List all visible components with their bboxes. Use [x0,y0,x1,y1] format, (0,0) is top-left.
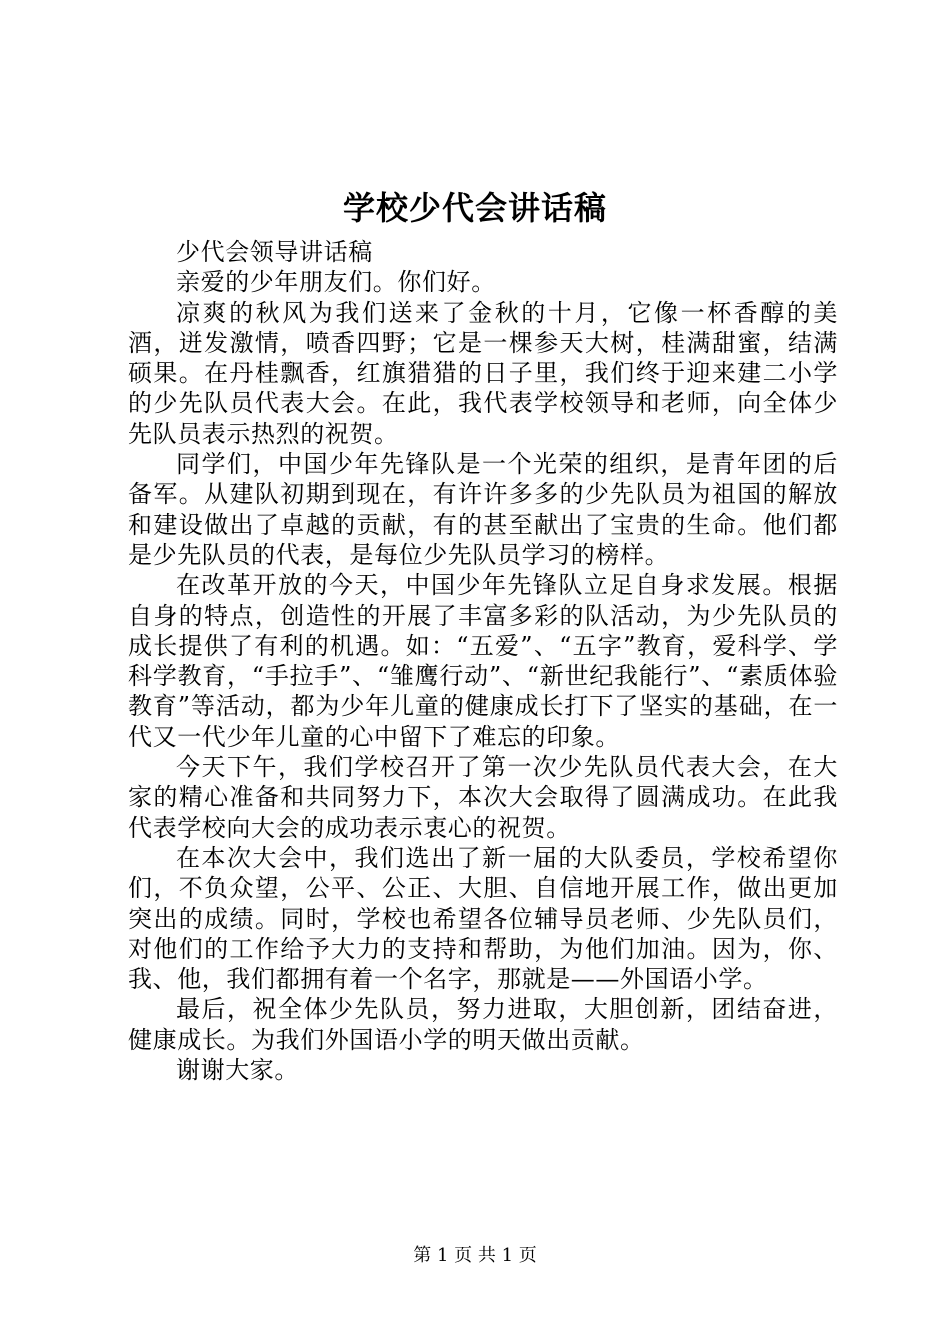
paragraph: 在改革开放的今天，中国少年先锋队立足自身求发展。根据自身的特点，创造性的开展了丰富多彩的队活动，为少先队员的成长提供了有利的机遇。如：“五爱”、“五字”教育，爱科学、学科学教育，“手拉手”、“雏鹰行动”、“新世纪我能行”、“素质体验教育”等活动，都为少年儿童的健康成长打下了坚实的基础，在一代又一代少年儿童的心中留下了难忘的印象。 [128,571,838,751]
document-title: 学校少代会讲话稿 [342,189,607,227]
paragraph: 最后，祝全体少先队员，努力进取，大胆创新，团结奋进，健康成长。为我们外国语小学的明天做出贡献。 [128,995,838,1054]
document-body [128,237,838,1085]
page-footer: 第 1 页 共 1 页 [413,1245,537,1266]
paragraph: 凉爽的秋风为我们送来了金秋的十月，它像一杯香醇的美酒，迸发激情，喷香四野；它是一棵参天大树，桂满甜蜜，结满硕果。在丹桂飘香，红旗猎猎的日子里，我们终于迎来建二小学的少先队员代表大会。在此，我代表学校领导和老师，向全体少先队员表示热烈的祝贺。 [128,298,838,448]
paragraph-closing: 谢谢大家。 [176,1056,299,1085]
paragraph: 同学们，中国少年先锋队是一个光荣的组织，是青年团的后备军。从建队初期到现在，有许许多多的少先队员为祖国的解放和建设做出了卓越的贡献，有的甚至献出了宝贵的生命。他们都是少先队员的代表，是每位少先队员学习的榜样。 [128,450,838,569]
paragraph-greeting: 亲爱的少年朋友们。你们好。 [176,268,496,297]
paragraph-subtitle: 少代会领导讲话稿 [176,238,373,266]
paragraph: 在本次大会中，我们选出了新一届的大队委员，学校希望你们，不负众望，公平、公正、大胆、自信地开展工作，做出更加突出的成绩。同时，学校也希望各位辅导员老师、少先队员们，对他们的工作给予大力的支持和帮助，为他们加油。因为，你、我、他，我们都拥有着一个名字，那就是——外国语小学。 [128,843,838,994]
paragraph: 今天下午，我们学校召开了第一次少先队员代表大会，在大家的精心准备和共同努力下，本次大会取得了圆满成功。在此我代表学校向大会的成功表示衷心的祝贺。 [128,753,838,842]
